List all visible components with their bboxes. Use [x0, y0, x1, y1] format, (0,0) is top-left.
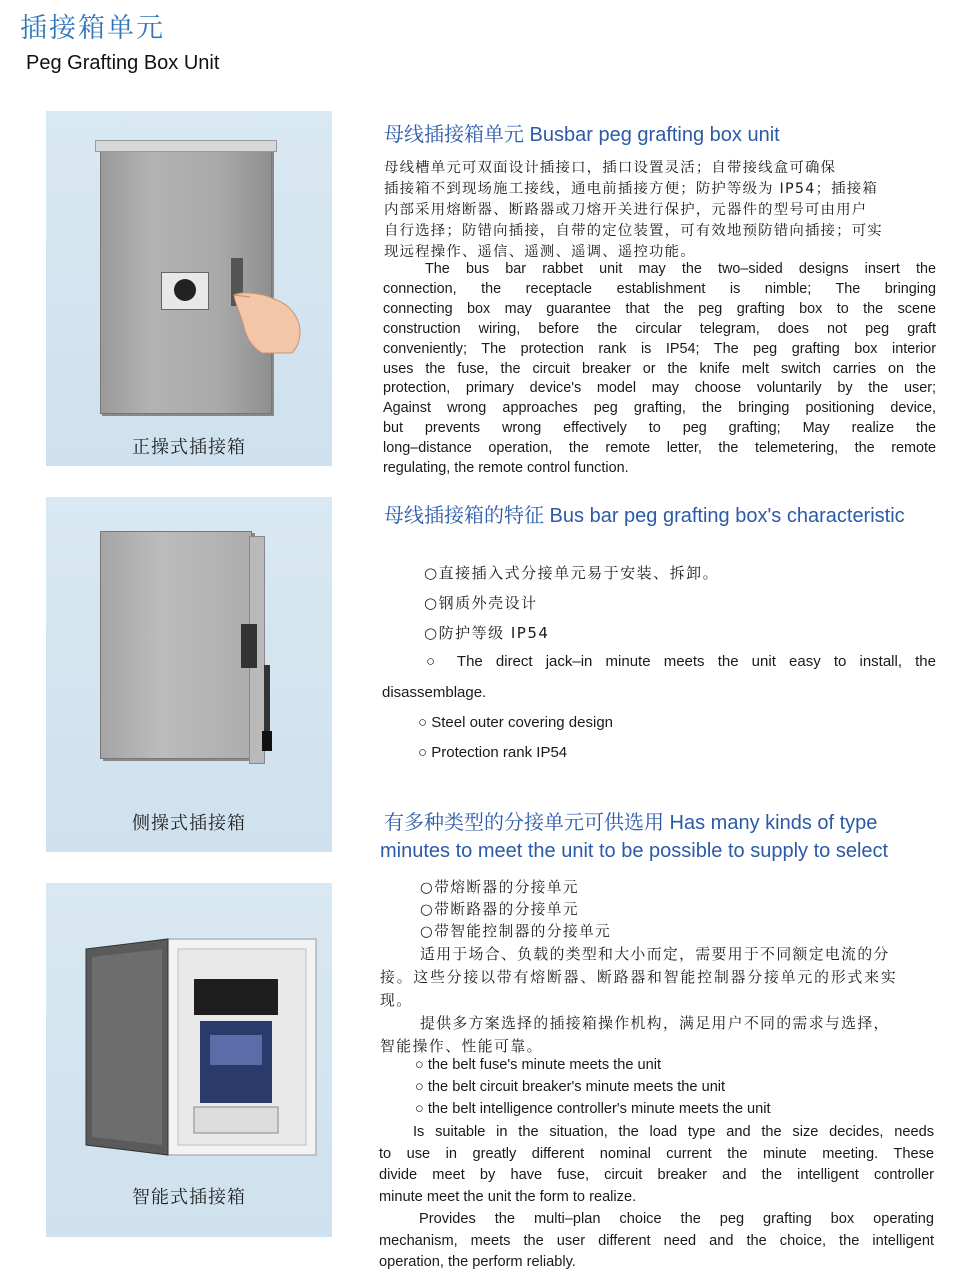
section3-cn-para1-line: 现。: [380, 992, 413, 1009]
section1-cn-line: 插接箱不到现场施工接线，通电前插接方便；防护等级为 IP54；插接箱: [384, 181, 878, 197]
section2-bullet-en-1: [426, 652, 936, 672]
section3-en-paragraph-1: [379, 1122, 934, 1208]
section3-bullet-cn: ○带熔断器的分接单元: [420, 879, 580, 896]
smart-box-panel: [46, 883, 332, 1237]
rotary-switch-plate: [161, 272, 209, 310]
text-line: Provides the multi–plan choice the peg grafting box operating: [419, 1211, 934, 1227]
text-line: mechanism, meets the user different need and the choice, the intelligent: [379, 1232, 934, 1249]
rotary-knob-icon: [174, 279, 196, 301]
text-line: ○ The direct jack–in minute meets the unit easy to install, the: [426, 653, 936, 670]
section2-bullet-en-1-cont: disassemblage.: [382, 684, 487, 701]
section2-title: [384, 499, 905, 528]
smart-box-image: [82, 931, 318, 1163]
section2-bullet-en-2: ○ Steel outer covering design: [418, 714, 614, 731]
text-line: protection, primary device's model may choose voluntarily by the user;: [383, 380, 936, 397]
section3-cn-para1-line: 接。这些分接以带有熔断器、断路器和智能控制器分接单元的形式来实: [380, 969, 898, 986]
text-line: divide meet by have fuse, circuit breaker and the intelligent controller: [379, 1167, 934, 1184]
section1-en-paragraph: [383, 260, 936, 479]
side-box-panel: [46, 497, 332, 852]
section1-title-en: Busbar peg grafting box unit: [524, 124, 780, 146]
text-line: uses the fuse, the circuit breaker or the knife melt switch carries on the: [383, 360, 936, 377]
section2-title-en: Bus bar peg grafting box's characteristic: [544, 505, 905, 527]
section2-bullet-cn: ○防护等级 IP54: [424, 624, 550, 642]
text-line: Is suitable in the situation, the load type and the size decides, needs: [413, 1124, 934, 1140]
page-subtitle: Peg Grafting Box Unit: [26, 52, 220, 74]
text-line: connection, the receptacle establishment is nimble; The bringing: [383, 280, 936, 297]
section3-title-cn: 有多种类型的分接单元可供选用: [384, 810, 664, 834]
text-line: The bus bar rabbet unit may the two–sided designs insert the: [425, 261, 936, 277]
front-operated-box-image: [100, 147, 272, 414]
side-mechanism: [241, 624, 257, 668]
section1-cn-line: 自行选择；防错向插接，自带的定位装置，可有效地预防错向插接；可实: [384, 223, 883, 239]
text-line: minute meet the unit the form to realize.: [379, 1188, 637, 1205]
section2-bullet-cn: ○直接插入式分接单元易于安装、拆卸。: [424, 564, 720, 582]
section3-bullet-cn: ○带智能控制器的分接单元: [420, 923, 612, 940]
section1-cn-line: 母线槽单元可双面设计插接口，插口设置灵活；自带接线盒可确保: [384, 160, 837, 176]
section1-title: [384, 118, 780, 147]
section3-bullet-en: ○ the belt circuit breaker's minute meets the unit: [415, 1079, 726, 1095]
section2-title-cn: 母线插接箱的特征: [384, 503, 544, 527]
section3-bullet-en: ○ the belt intelligence controller's minute meets the unit: [415, 1101, 771, 1117]
front-box-caption: 正操式插接箱: [132, 437, 246, 458]
section3-title-en-b: minutes to meet the unit to be possible to supply to select: [380, 840, 889, 862]
text-line: Against wrong approaches peg grafting, the bringing positioning device,: [383, 400, 936, 417]
section3-bullet-cn: ○带断路器的分接单元: [420, 901, 580, 918]
text-line: conveniently; The protection rank is IP54; The peg grafting box interior: [383, 340, 936, 357]
text-line: construction wiring, before the circular telegram, does not peg graft: [383, 320, 936, 337]
text-line: regulating, the remote control function.: [383, 460, 629, 477]
operating-handle-icon: [260, 665, 274, 751]
section3-cn-para1-line: 适用于场合、负载的类型和大小而定，需要用于不同额定电流的分: [420, 946, 890, 963]
section1-title-cn: 母线插接箱单元: [384, 122, 524, 146]
section2-bullet-cn: ○钢质外壳设计: [424, 594, 538, 612]
text-line: long–distance operation, the remote letter, the telemetering, the remote: [383, 440, 936, 457]
section3-title: [384, 806, 877, 835]
side-operated-box-image: [100, 531, 252, 759]
smart-box-caption: 智能式插接箱: [132, 1187, 246, 1208]
section2-bullet-en-3: ○ Protection rank IP54: [418, 744, 568, 761]
side-box-caption: 侧操式插接箱: [132, 813, 246, 834]
section3-bullet-en: ○ the belt fuse's minute meets the unit: [415, 1057, 662, 1073]
section1-cn-line: 现远程操作、遥信、遥测、遥调、遥控功能。: [384, 244, 696, 260]
section3-title-en-a: Has many kinds of type: [664, 812, 878, 834]
section1-cn-line: 内部采用熔断器、断路器或刀熔开关进行保护，元器件的型号可由用户: [384, 202, 868, 218]
box-top-rail: [95, 140, 277, 152]
text-line: operation, the perform reliably.: [379, 1254, 576, 1271]
page-title: 插接箱单元: [20, 13, 165, 44]
text-line: but prevents wrong effectively to peg grafting; May realize the: [383, 420, 936, 437]
hand-icon: [232, 287, 312, 357]
section3-cn-para2-line: 提供多方案选择的插接箱操作机构，满足用户不同的需求与选择，: [420, 1015, 890, 1032]
section3-cn-para2-line: 智能操作、性能可靠。: [380, 1038, 543, 1055]
section3-en-paragraph-2: [379, 1209, 934, 1274]
text-line: connecting box may guarantee that the peg grafting box to the scene: [383, 300, 936, 317]
front-box-panel: [46, 111, 332, 466]
text-line: to use in greatly different nominal current the minute meeting. These: [379, 1145, 934, 1162]
